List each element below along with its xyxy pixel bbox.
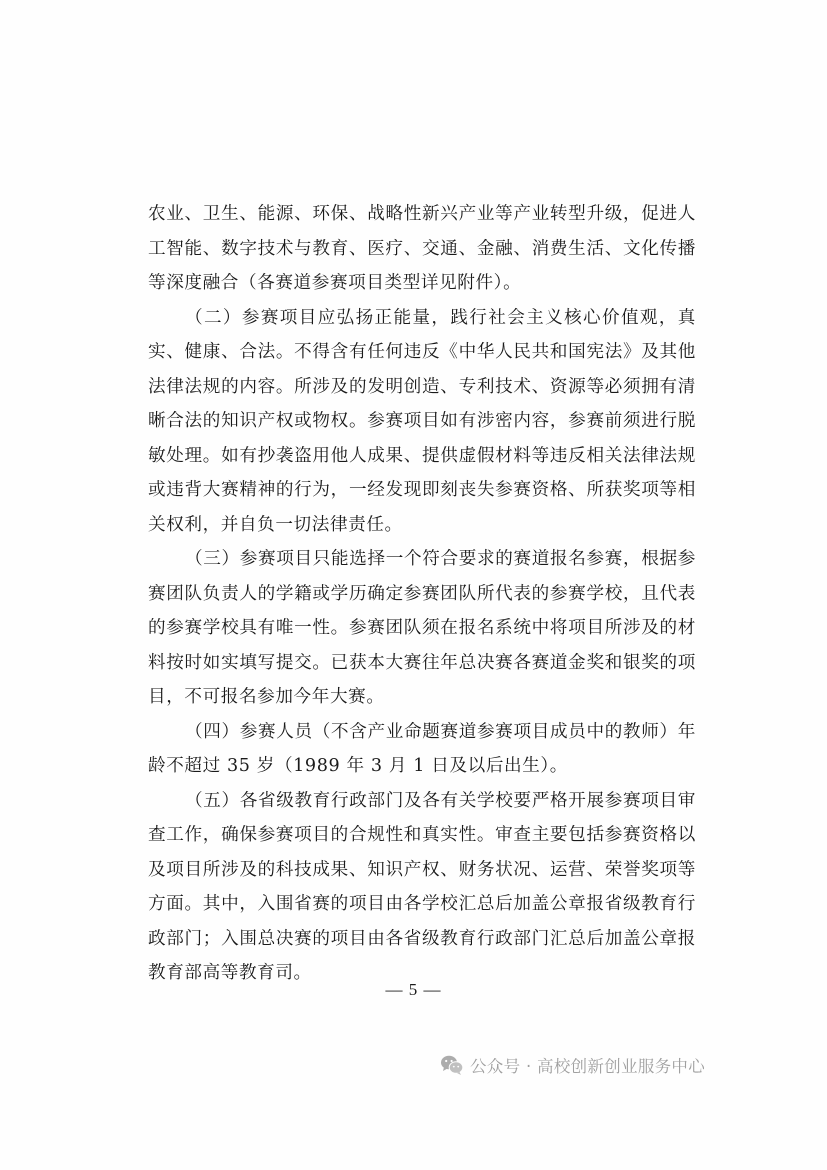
watermark <box>440 1052 705 1078</box>
page-number: — 5 — <box>385 980 442 999</box>
wechat-icon <box>440 1054 464 1076</box>
watermark-text: 公众号 · 高校创新创业服务中心 <box>470 1057 706 1076</box>
document-body <box>148 197 696 991</box>
paragraph-item-3: （三）参赛项目只能选择一个符合要求的赛道报名参赛，根据参赛团队负责人的学籍或学历确定参赛团队所代表的参赛学校，且代表的参赛学校具有唯一性。参赛团队须在报名系统中将项目所涉及的材料按时如实填写提交。已获本大赛往年总决赛各赛道金奖和银奖的项目，不可报名参加今年大赛。 <box>148 549 696 707</box>
paragraph-item-4: （四）参赛人员（不含产业命题赛道参赛项目成员中的教师）年龄不超过 35 岁（1989 年 3 月 1 日及以后出生）。 <box>148 721 696 776</box>
paragraph-continuation: 农业、卫生、能源、环保、战略性新兴产业等产业转型升级，促进人工智能、数字技术与教育、医疗、交通、金融、消费生活、文化传播等深度融合（各赛道参赛项目类型详见附件）。 <box>148 204 696 293</box>
paragraph-item-2: （二）参赛项目应弘扬正能量，践行社会主义核心价值观，真实、健康、合法。不得含有任何违反《中华人民共和国宪法》及其他法律法规的内容。所涉及的发明创造、专利技术、资源等必须拥有清晰合法的知识产权或物权。参赛项目如有涉密内容，参赛前须进行脱敏处理。如有抄袭盗用他人成果、提供虚假材料等违反相关法律法规或违背大赛精神的行为，一经发现即刻丧失参赛资格、所获奖项等相关权利，并自负一切法律责任。 <box>148 307 696 535</box>
paragraph-item-5: （五）各省级教育行政部门及各有关学校要严格开展参赛项目审查工作，确保参赛项目的合规性和真实性。审查主要包括参赛资格以及项目所涉及的科技成果、知识产权、财务状况、运营、荣誉奖项等方面。其中，入围省赛的项目由各学校汇总后加盖公章报省级教育行政部门；入围总决赛的项目由各省级教育行政部门汇总后加盖公章报教育部高等教育司。 <box>148 790 696 983</box>
